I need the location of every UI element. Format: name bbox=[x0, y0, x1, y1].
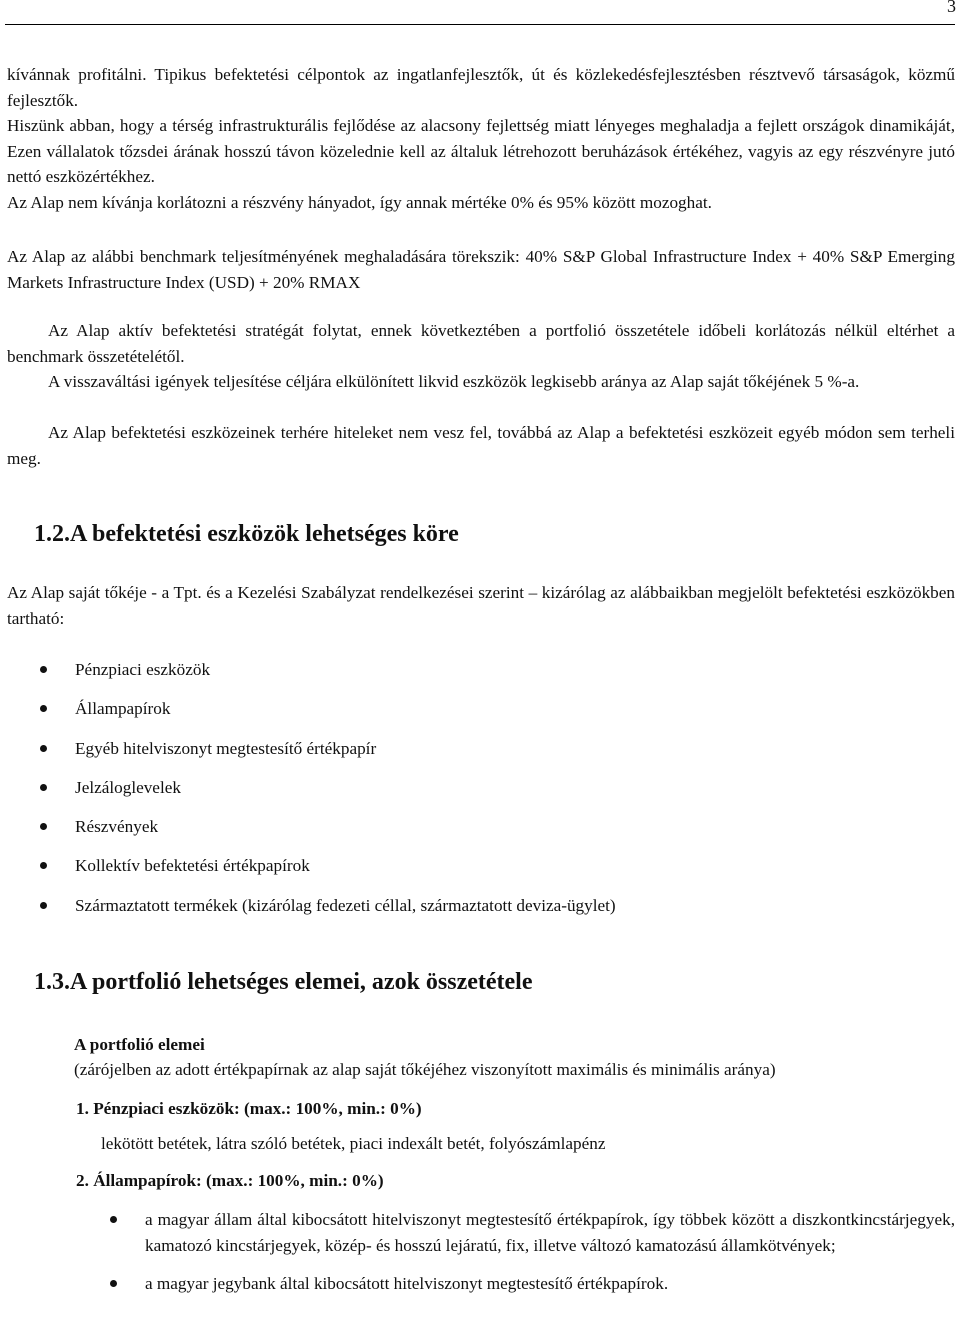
list-item: Származtatott termékek (kizárólag fedezeti céllal, származtatott deviza-ügylet) bbox=[7, 893, 616, 932]
category-money-market: 1. Pénzpiaci eszközök: (max.: 100%, min.: 0%) bbox=[76, 1099, 422, 1118]
bullet-icon bbox=[110, 1280, 117, 1287]
list-item: a magyar állam által kibocsátott hitelviszonyt megtestesítő értékpapírok, így többek között a diszkontkincstárjegyek, kamatozó kincstárjegyek, közép- és hosszú lejáratú, fix, illetve változó kamatozású államkötvények; bbox=[7, 1207, 955, 1258]
paragraph-strategy: Az Alap aktív befektetési stratégát folytat, ennek következtében a portfolió összetétele időbeli korlátozás nélkül eltérhet a benchmark összetételétől. bbox=[7, 321, 955, 366]
bullet-icon bbox=[40, 745, 47, 752]
bullet-icon bbox=[40, 823, 47, 830]
government-bond-list bbox=[7, 1207, 955, 1297]
list-item: Pénzpiaci eszközök bbox=[7, 657, 616, 696]
bullet-icon bbox=[40, 784, 47, 791]
asset-list bbox=[7, 657, 616, 932]
bullet-icon bbox=[40, 902, 47, 909]
category-government-bonds: 2. Állampapírok: (max.: 100%, min.: 0%) bbox=[76, 1171, 384, 1190]
section-number: 1.2. bbox=[34, 521, 70, 547]
paragraph-benchmark: Az Alap az alábbi benchmark teljesítményének meghaladására törekszik: 40% S&P Global Infrastructure Index + 40% S&P Emerging Markets Infrastructure Index (USD) + 20% RMAX bbox=[7, 247, 955, 292]
bullet-icon bbox=[110, 1216, 117, 1223]
header-rule bbox=[5, 24, 955, 25]
list-item: Egyéb hitelviszonyt megtestesítő értékpapír bbox=[7, 736, 616, 775]
bullet-icon bbox=[40, 862, 47, 869]
section-heading-1-3 bbox=[34, 969, 533, 996]
paragraph-eligible-assets: Az Alap saját tőkéje - a Tpt. és a Kezelési Szabályzat rendelkezései szerint – kizárólag az alábbaikban megjelölt befektetési eszközökben tartható: bbox=[7, 583, 955, 628]
section-title: A portfolió lehetséges elemei, azok összetétele bbox=[70, 969, 533, 995]
bullet-icon bbox=[40, 705, 47, 712]
paragraph-intro-1: kívánnak profitálni. Tipikus befektetési célpontok az ingatlanfejlesztők, út és közlekedésfejlesztésben résztvevő társaságok, közmű fejlesztők. bbox=[7, 65, 955, 110]
list-item: Részvények bbox=[7, 814, 616, 853]
section-heading-1-2 bbox=[34, 521, 459, 548]
section-number: 1.3. bbox=[34, 969, 70, 995]
list-item: a magyar jegybank által kibocsátott hitelviszonyt megtestesítő értékpapírok. bbox=[7, 1271, 955, 1297]
list-item: Jelzáloglevelek bbox=[7, 775, 616, 814]
paragraph-leverage: Az Alap befektetési eszközeinek terhére hiteleket nem vesz fel, továbbá az Alap a befektetési eszközeit egyéb módon sem terheli meg. bbox=[7, 423, 955, 468]
paragraph-intro-2: Hiszünk abban, hogy a térség infrastrukturális fejlődése az alacsony fejlettség miatt lényeges meghaladja a fejlett országok dinamikáját, Ezen vállalatok tőzsdei árának hosszú távon közelednie kell az általuk létrehozott beruházások értékéhez, vagyis az egy részvényre jutó nettó eszközértékhez. bbox=[7, 116, 955, 186]
section-title: A befektetési eszközök lehetséges köre bbox=[70, 521, 459, 547]
portfolio-subheading: A portfolió elemei bbox=[74, 1035, 205, 1054]
list-item: Kollektív befektetési értékpapírok bbox=[7, 853, 616, 892]
bullet-icon bbox=[40, 666, 47, 673]
paragraph-liquidity: A visszaváltási igények teljesítése céljára elkülönített likvid eszközök legkisebb aránya az Alap saját tőkéjének 5 %-a. bbox=[48, 372, 860, 391]
page-number: 3 bbox=[947, 0, 956, 16]
portfolio-note: (zárójelben az adott értékpapírnak az alap saját tőkéjéhez viszonyított maximális és minimális aránya) bbox=[74, 1060, 776, 1079]
list-item: Állampapírok bbox=[7, 696, 616, 735]
category-money-market-text: lekötött betétek, látra szóló betétek, piaci indexált betét, folyószámlapénz bbox=[101, 1134, 606, 1153]
paragraph-intro-3: Az Alap nem kívánja korlátozni a részvény hányadot, így annak mértéke 0% és 95% között mozoghat. bbox=[7, 193, 712, 212]
